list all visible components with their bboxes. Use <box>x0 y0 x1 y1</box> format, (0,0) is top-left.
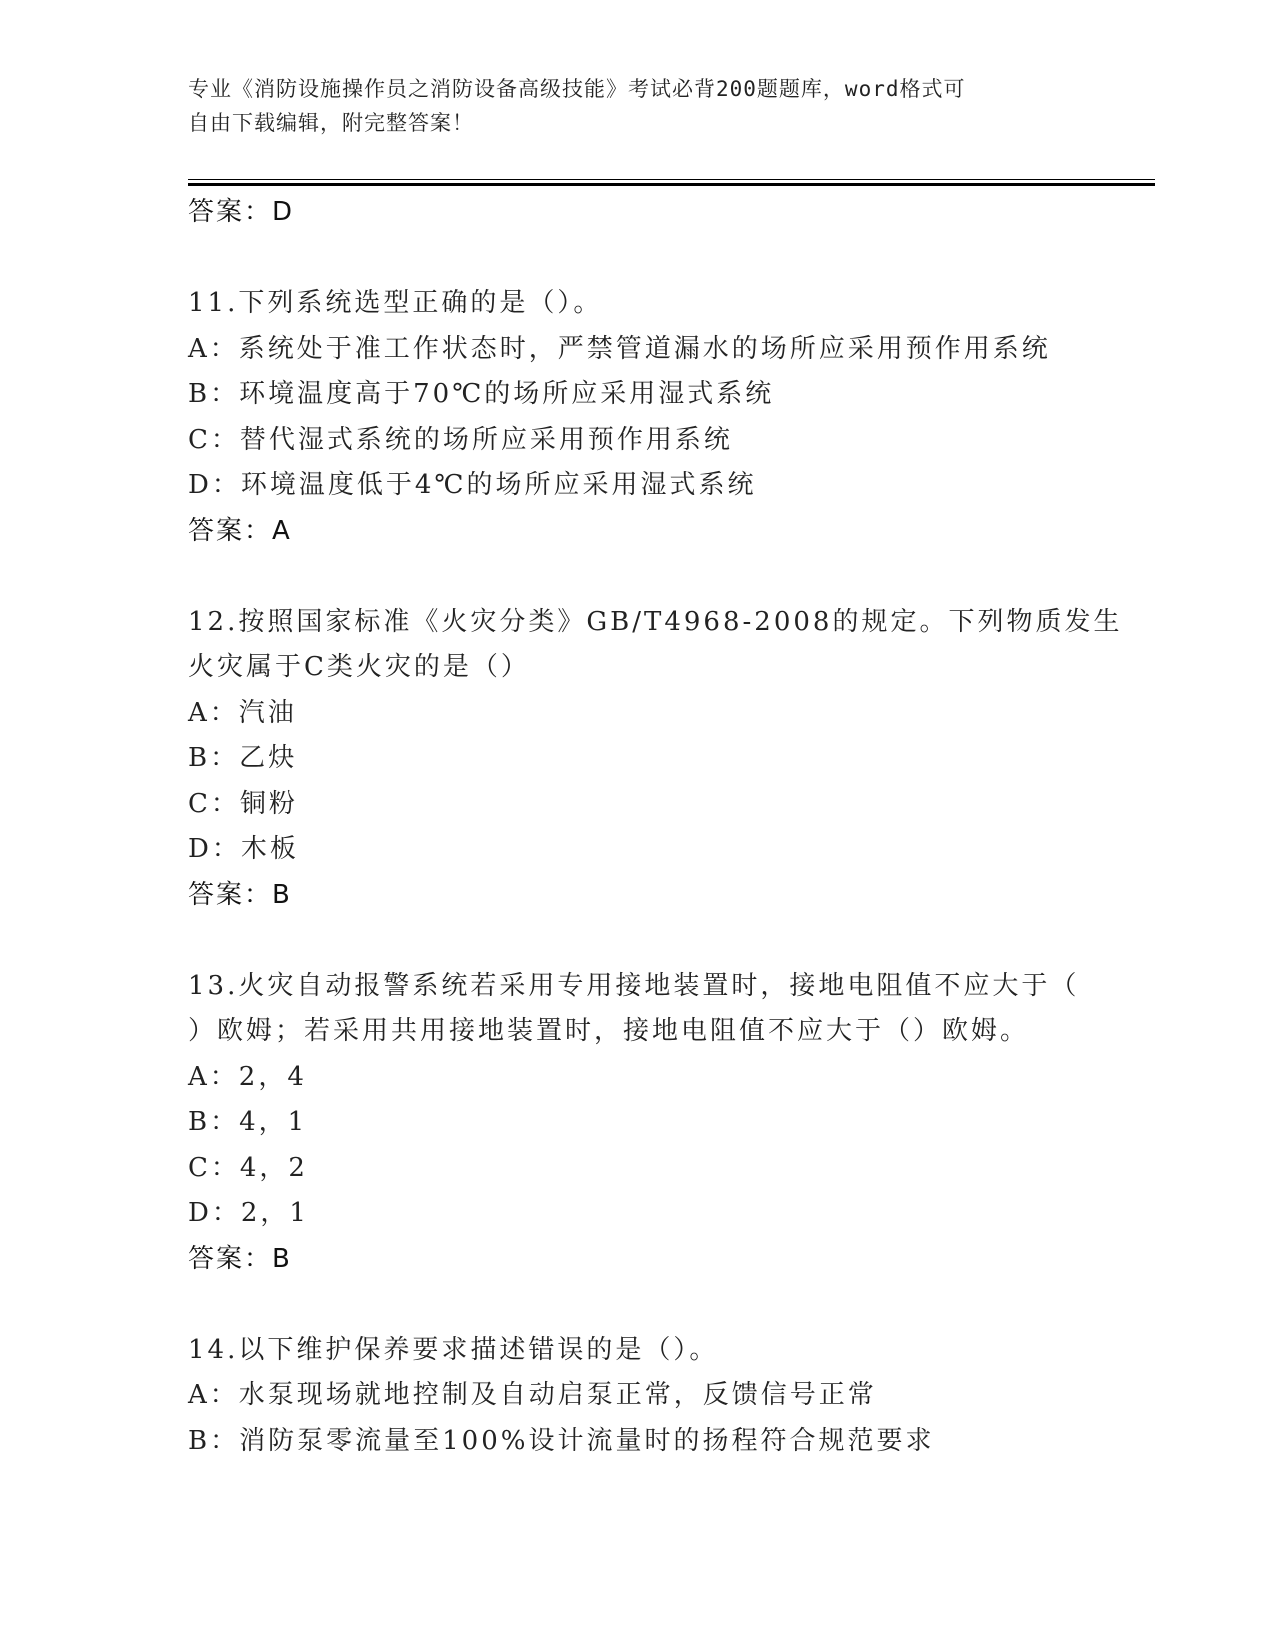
option-a: A：汽油 <box>188 697 297 728</box>
question-14 <box>188 1328 1088 1465</box>
question-stem: 13.火灾自动报警系统若采用专用接地装置时，接地电阻值不应大于（ <box>188 970 1080 1001</box>
header-divider-thick <box>188 183 1155 186</box>
option-c: C：铜粉 <box>188 788 298 819</box>
spacer <box>188 236 1088 282</box>
question-stem: 12.按照国家标准《火灾分类》GB/T4968-2008的规定。下列物质发生 <box>188 606 1123 637</box>
question-13 <box>188 964 1088 1283</box>
option-d: D：环境温度低于4℃的场所应采用湿式系统 <box>188 470 757 500</box>
header-line-2: 自由下载编辑，附完整答案！ <box>188 111 474 135</box>
question-stem-cont: ）欧姆；若采用共用接地装置时，接地电阻值不应大于（）欧姆。 <box>188 1016 1030 1046</box>
option-a: A：水泵现场就地控制及自动启泵正常，反馈信号正常 <box>188 1380 877 1410</box>
document-header <box>188 72 1068 140</box>
previous-answer: 答案：D <box>188 197 295 227</box>
option-d: D：木板 <box>188 834 299 864</box>
answer: 答案：A <box>188 515 292 546</box>
option-b: B：乙炔 <box>188 743 298 773</box>
question-stem: 11.下列系统选型正确的是（）。 <box>188 288 603 318</box>
option-d: D：2，1 <box>188 1198 309 1228</box>
spacer <box>188 918 1088 964</box>
option-b: B：4，1 <box>188 1107 308 1137</box>
spacer <box>188 1282 1088 1328</box>
option-a: A：系统处于准工作状态时，严禁管道漏水的场所应采用预作用系统 <box>188 333 1051 364</box>
question-12 <box>188 600 1123 919</box>
option-b: B：消防泵零流量至100%设计流量时的扬程符合规范要求 <box>188 1425 935 1456</box>
question-stem: 14.以下维护保养要求描述错误的是（）。 <box>188 1334 719 1365</box>
question-stem-cont: 火灾属于C类火灾的是（） <box>188 652 530 682</box>
option-a: A：2，4 <box>188 1061 307 1092</box>
document-body <box>188 190 1123 1464</box>
option-c: C：替代湿式系统的场所应采用预作用系统 <box>188 424 733 455</box>
answer: 答案：B <box>188 1243 292 1274</box>
option-b: B：环境温度高于70℃的场所应采用湿式系统 <box>188 379 775 409</box>
option-c: C：4，2 <box>188 1152 308 1183</box>
answer: 答案：B <box>188 879 292 910</box>
header-line-1: 专业《消防设施操作员之消防设备高级技能》考试必背200题题库，word格式可 <box>188 77 966 101</box>
header-divider-thin <box>188 179 1155 180</box>
spacer <box>188 554 1088 600</box>
question-11 <box>188 281 1088 554</box>
